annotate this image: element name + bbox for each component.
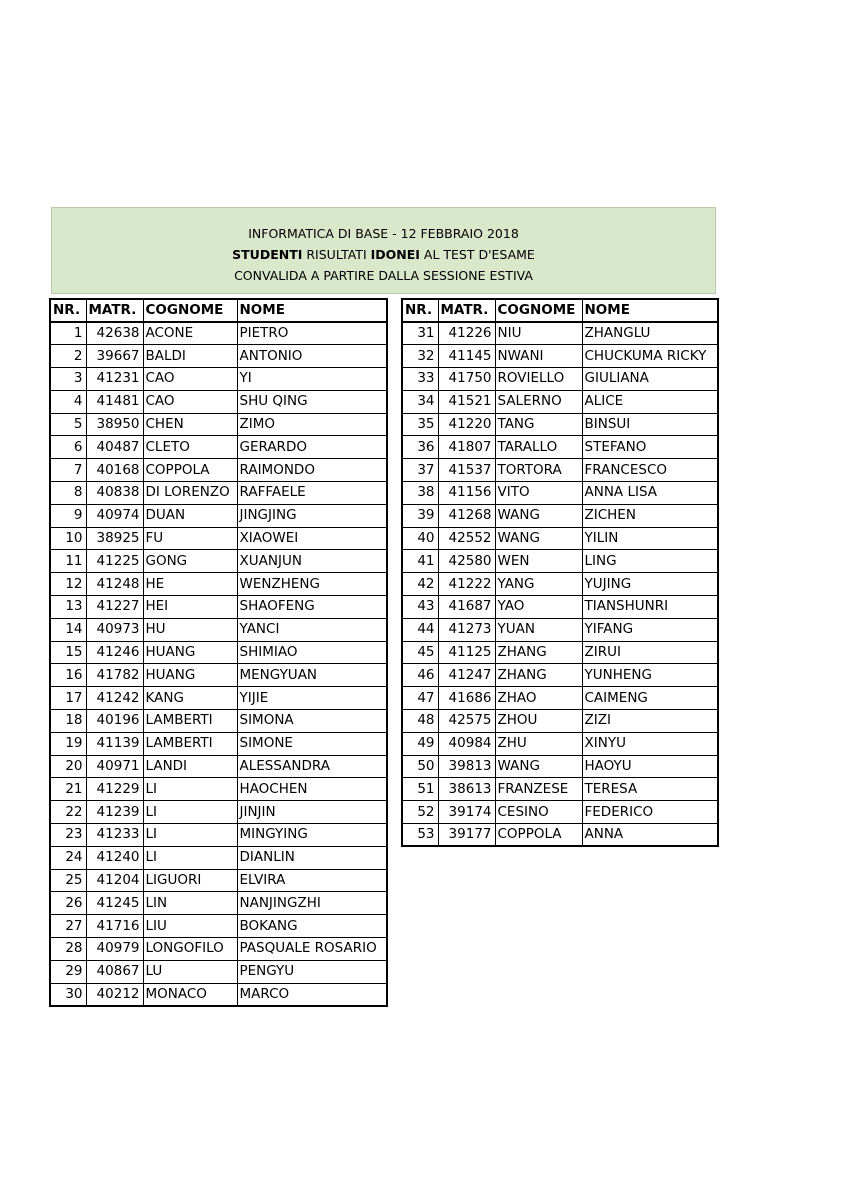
cell-cognome: NIU: [495, 322, 582, 345]
cell-nome: RAFFAELE: [237, 482, 387, 505]
cell-cognome: DI LORENZO: [143, 482, 237, 505]
header-matr: MATR.: [86, 299, 143, 322]
cell-matr: 41222: [438, 573, 495, 596]
cell-nome: YI: [237, 368, 387, 391]
cell-nome: ANTONIO: [237, 345, 387, 368]
cell-nr: 43: [402, 596, 438, 619]
cell-matr: 41231: [86, 368, 143, 391]
cell-matr: 41204: [86, 869, 143, 892]
table-row: [50, 801, 387, 824]
cell-nr: 37: [402, 459, 438, 482]
cell-nome: YIFANG: [582, 618, 718, 641]
cell-nr: 30: [50, 983, 86, 1006]
cell-matr: 41229: [86, 778, 143, 801]
table-row: [402, 459, 718, 482]
cell-nr: 51: [402, 778, 438, 801]
table-row: [50, 960, 387, 983]
cell-cognome: LIGUORI: [143, 869, 237, 892]
table-row: [402, 618, 718, 641]
cell-cognome: WANG: [495, 504, 582, 527]
cell-nome: PASQUALE ROSARIO: [237, 938, 387, 961]
table-row: [402, 778, 718, 801]
cell-matr: 38613: [438, 778, 495, 801]
cell-nr: 32: [402, 345, 438, 368]
table-row: [50, 641, 387, 664]
title-line-results: [52, 244, 715, 265]
title-bold-eligible: IDONEI: [370, 247, 420, 262]
cell-nome: SIMONA: [237, 710, 387, 733]
cell-matr: 42638: [86, 322, 143, 345]
cell-nome: CHUCKUMA RICKY: [582, 345, 718, 368]
cell-cognome: TORTORA: [495, 459, 582, 482]
results-table-right: [401, 298, 719, 847]
cell-cognome: ZHANG: [495, 664, 582, 687]
cell-nr: 41: [402, 550, 438, 573]
cell-cognome: KANG: [143, 687, 237, 710]
cell-nr: 4: [50, 390, 86, 413]
cell-matr: 41239: [86, 801, 143, 824]
cell-cognome: MONACO: [143, 983, 237, 1006]
cell-nr: 19: [50, 732, 86, 755]
cell-matr: 41807: [438, 436, 495, 459]
cell-cognome: LAMBERTI: [143, 710, 237, 733]
cell-matr: 40196: [86, 710, 143, 733]
cell-nr: 5: [50, 413, 86, 436]
table-header-row: [402, 299, 718, 322]
cell-nr: 3: [50, 368, 86, 391]
cell-matr: 41247: [438, 664, 495, 687]
cell-matr: 41248: [86, 573, 143, 596]
cell-cognome: COPPOLA: [495, 824, 582, 847]
cell-nr: 22: [50, 801, 86, 824]
cell-matr: 40984: [438, 732, 495, 755]
cell-nr: 50: [402, 755, 438, 778]
cell-nome: CAIMENG: [582, 687, 718, 710]
cell-nr: 25: [50, 869, 86, 892]
cell-nr: 49: [402, 732, 438, 755]
cell-nome: SHIMIAO: [237, 641, 387, 664]
header-nome: NOME: [237, 299, 387, 322]
cell-cognome: WANG: [495, 755, 582, 778]
cell-nome: YUJING: [582, 573, 718, 596]
cell-nr: 18: [50, 710, 86, 733]
cell-nome: PIETRO: [237, 322, 387, 345]
cell-nr: 17: [50, 687, 86, 710]
cell-cognome: CHEN: [143, 413, 237, 436]
cell-nome: FRANCESCO: [582, 459, 718, 482]
header-matr: MATR.: [438, 299, 495, 322]
table-row: [402, 755, 718, 778]
cell-cognome: LI: [143, 778, 237, 801]
cell-nome: JINJIN: [237, 801, 387, 824]
cell-cognome: CAO: [143, 390, 237, 413]
cell-cognome: TANG: [495, 413, 582, 436]
cell-cognome: WEN: [495, 550, 582, 573]
cell-cognome: LI: [143, 801, 237, 824]
cell-cognome: CAO: [143, 368, 237, 391]
title-bold-students: STUDENTI: [232, 247, 303, 262]
cell-cognome: LIU: [143, 915, 237, 938]
cell-nome: ZIMO: [237, 413, 387, 436]
table-row: [402, 596, 718, 619]
cell-nome: MINGYING: [237, 824, 387, 847]
cell-matr: 41245: [86, 892, 143, 915]
cell-nr: 44: [402, 618, 438, 641]
cell-nr: 23: [50, 824, 86, 847]
cell-matr: 41273: [438, 618, 495, 641]
title-text-exam: AL TEST D'ESAME: [419, 247, 535, 262]
cell-matr: 39177: [438, 824, 495, 847]
cell-nome: ALESSANDRA: [237, 755, 387, 778]
table-row: [50, 846, 387, 869]
cell-cognome: HEI: [143, 596, 237, 619]
cell-nome: ANNA LISA: [582, 482, 718, 505]
table-row: [50, 869, 387, 892]
cell-nr: 13: [50, 596, 86, 619]
title-text-results: RISULTATI: [302, 247, 371, 262]
cell-matr: 40973: [86, 618, 143, 641]
cell-matr: 41481: [86, 390, 143, 413]
cell-matr: 40212: [86, 983, 143, 1006]
cell-cognome: HUANG: [143, 641, 237, 664]
cell-nome: ELVIRA: [237, 869, 387, 892]
cell-cognome: FRANZESE: [495, 778, 582, 801]
cell-nome: SHAOFENG: [237, 596, 387, 619]
cell-nr: 36: [402, 436, 438, 459]
table-row: [50, 436, 387, 459]
cell-nome: GIULIANA: [582, 368, 718, 391]
cell-matr: 41716: [86, 915, 143, 938]
cell-nr: 6: [50, 436, 86, 459]
cell-matr: 41537: [438, 459, 495, 482]
cell-nr: 1: [50, 322, 86, 345]
cell-matr: 40971: [86, 755, 143, 778]
table-row: [50, 527, 387, 550]
cell-nr: 40: [402, 527, 438, 550]
cell-cognome: NWANI: [495, 345, 582, 368]
cell-nr: 34: [402, 390, 438, 413]
cell-nr: 7: [50, 459, 86, 482]
table-row: [402, 482, 718, 505]
cell-nr: 33: [402, 368, 438, 391]
cell-nome: PENGYU: [237, 960, 387, 983]
results-table-left: [49, 298, 388, 1007]
table-row: [402, 801, 718, 824]
cell-nome: DIANLIN: [237, 846, 387, 869]
cell-cognome: ZHOU: [495, 710, 582, 733]
cell-nome: BINSUI: [582, 413, 718, 436]
table-header-row: [50, 299, 387, 322]
cell-nome: LING: [582, 550, 718, 573]
cell-matr: 41125: [438, 641, 495, 664]
cell-nome: YUNHENG: [582, 664, 718, 687]
cell-cognome: DUAN: [143, 504, 237, 527]
table-row: [50, 322, 387, 345]
cell-nome: ZIRUI: [582, 641, 718, 664]
cell-cognome: VITO: [495, 482, 582, 505]
cell-cognome: LI: [143, 824, 237, 847]
cell-nr: 9: [50, 504, 86, 527]
cell-nome: ZHANGLU: [582, 322, 718, 345]
cell-matr: 40979: [86, 938, 143, 961]
cell-matr: 38950: [86, 413, 143, 436]
cell-matr: 42580: [438, 550, 495, 573]
table-body-left: [50, 322, 387, 1006]
cell-matr: 39174: [438, 801, 495, 824]
cell-matr: 42575: [438, 710, 495, 733]
cell-nr: 35: [402, 413, 438, 436]
title-banner: [51, 207, 716, 294]
cell-nr: 8: [50, 482, 86, 505]
cell-nome: MARCO: [237, 983, 387, 1006]
cell-nome: GERARDO: [237, 436, 387, 459]
cell-nome: ANNA: [582, 824, 718, 847]
cell-cognome: YAO: [495, 596, 582, 619]
cell-matr: 41686: [438, 687, 495, 710]
title-line-course: INFORMATICA DI BASE - 12 FEBBRAIO 2018: [248, 226, 519, 241]
cell-nome: FEDERICO: [582, 801, 718, 824]
cell-matr: 41242: [86, 687, 143, 710]
cell-nome: BOKANG: [237, 915, 387, 938]
cell-nr: 21: [50, 778, 86, 801]
table-row: [50, 983, 387, 1006]
cell-cognome: ROVIELLO: [495, 368, 582, 391]
cell-nr: 53: [402, 824, 438, 847]
cell-nome: TIANSHUNRI: [582, 596, 718, 619]
cell-matr: 40487: [86, 436, 143, 459]
cell-matr: 40974: [86, 504, 143, 527]
cell-cognome: WANG: [495, 527, 582, 550]
cell-nome: MENGYUAN: [237, 664, 387, 687]
cell-cognome: HU: [143, 618, 237, 641]
table-row: [402, 664, 718, 687]
cell-matr: 41246: [86, 641, 143, 664]
cell-nr: 48: [402, 710, 438, 733]
cell-nr: 20: [50, 755, 86, 778]
cell-cognome: LONGOFILO: [143, 938, 237, 961]
cell-nr: 29: [50, 960, 86, 983]
table-row: [50, 573, 387, 596]
table-row: [402, 413, 718, 436]
cell-nr: 24: [50, 846, 86, 869]
cell-matr: 40168: [86, 459, 143, 482]
cell-nr: 45: [402, 641, 438, 664]
cell-matr: 41139: [86, 732, 143, 755]
cell-cognome: LI: [143, 846, 237, 869]
cell-matr: 41687: [438, 596, 495, 619]
cell-cognome: ZHANG: [495, 641, 582, 664]
cell-nome: WENZHENG: [237, 573, 387, 596]
cell-nome: NANJINGZHI: [237, 892, 387, 915]
cell-nr: 14: [50, 618, 86, 641]
cell-cognome: LAMBERTI: [143, 732, 237, 755]
table-row: [50, 778, 387, 801]
cell-cognome: HE: [143, 573, 237, 596]
cell-cognome: GONG: [143, 550, 237, 573]
cell-nr: 46: [402, 664, 438, 687]
cell-cognome: LANDI: [143, 755, 237, 778]
cell-matr: 41268: [438, 504, 495, 527]
table-row: [402, 322, 718, 345]
table-row: [50, 413, 387, 436]
table-row: [402, 345, 718, 368]
table-row: [50, 618, 387, 641]
table-row: [50, 550, 387, 573]
cell-matr: 41145: [438, 345, 495, 368]
table-row: [50, 687, 387, 710]
cell-nome: YIJIE: [237, 687, 387, 710]
table-row: [50, 824, 387, 847]
cell-cognome: YUAN: [495, 618, 582, 641]
table-row: [402, 390, 718, 413]
cell-nome: ALICE: [582, 390, 718, 413]
table-row: [50, 755, 387, 778]
table-row: [50, 504, 387, 527]
cell-matr: 39667: [86, 345, 143, 368]
cell-matr: 41156: [438, 482, 495, 505]
table-row: [50, 345, 387, 368]
cell-cognome: ZHAO: [495, 687, 582, 710]
cell-nr: 2: [50, 345, 86, 368]
cell-matr: 41225: [86, 550, 143, 573]
cell-cognome: ZHU: [495, 732, 582, 755]
cell-cognome: BALDI: [143, 345, 237, 368]
cell-nome: XIAOWEI: [237, 527, 387, 550]
header-nr: NR.: [50, 299, 86, 322]
header-nr: NR.: [402, 299, 438, 322]
table-row: [402, 573, 718, 596]
cell-matr: 41227: [86, 596, 143, 619]
cell-nome: JINGJING: [237, 504, 387, 527]
table-row: [402, 710, 718, 733]
cell-nr: 42: [402, 573, 438, 596]
cell-nome: SIMONE: [237, 732, 387, 755]
cell-cognome: CESINO: [495, 801, 582, 824]
cell-nome: ZICHEN: [582, 504, 718, 527]
table-row: [50, 892, 387, 915]
table-body-right: [402, 322, 718, 846]
cell-nome: HAOYU: [582, 755, 718, 778]
cell-nr: 16: [50, 664, 86, 687]
cell-matr: 39813: [438, 755, 495, 778]
cell-nome: STEFANO: [582, 436, 718, 459]
header-cognome: COGNOME: [495, 299, 582, 322]
table-row: [50, 482, 387, 505]
cell-matr: 38925: [86, 527, 143, 550]
cell-nome: XUANJUN: [237, 550, 387, 573]
table-row: [402, 368, 718, 391]
cell-matr: 41240: [86, 846, 143, 869]
table-row: [402, 550, 718, 573]
cell-cognome: TARALLO: [495, 436, 582, 459]
table-row: [50, 368, 387, 391]
cell-matr: 41220: [438, 413, 495, 436]
cell-matr: 41782: [86, 664, 143, 687]
cell-cognome: LIN: [143, 892, 237, 915]
cell-matr: 41750: [438, 368, 495, 391]
cell-cognome: SALERNO: [495, 390, 582, 413]
cell-matr: 41521: [438, 390, 495, 413]
cell-nome: SHU QING: [237, 390, 387, 413]
cell-matr: 41233: [86, 824, 143, 847]
cell-nr: 28: [50, 938, 86, 961]
cell-nr: 38: [402, 482, 438, 505]
cell-nr: 15: [50, 641, 86, 664]
header-cognome: COGNOME: [143, 299, 237, 322]
table-row: [50, 915, 387, 938]
cell-cognome: CLETO: [143, 436, 237, 459]
cell-nome: RAIMONDO: [237, 459, 387, 482]
title-line-validation: CONVALIDA A PARTIRE DALLA SESSIONE ESTIVA: [234, 268, 533, 283]
cell-nome: YILIN: [582, 527, 718, 550]
cell-nome: XINYU: [582, 732, 718, 755]
cell-cognome: ACONE: [143, 322, 237, 345]
cell-nr: 26: [50, 892, 86, 915]
cell-nome: TERESA: [582, 778, 718, 801]
table-row: [50, 938, 387, 961]
cell-cognome: LU: [143, 960, 237, 983]
table-row: [50, 732, 387, 755]
table-row: [402, 436, 718, 459]
table-row: [50, 710, 387, 733]
cell-nr: 12: [50, 573, 86, 596]
table-row: [50, 390, 387, 413]
cell-cognome: FU: [143, 527, 237, 550]
table-row: [402, 732, 718, 755]
table-row: [50, 459, 387, 482]
cell-matr: 41226: [438, 322, 495, 345]
cell-nr: 52: [402, 801, 438, 824]
cell-cognome: YANG: [495, 573, 582, 596]
table-row: [402, 527, 718, 550]
cell-cognome: COPPOLA: [143, 459, 237, 482]
table-row: [402, 687, 718, 710]
cell-nr: 11: [50, 550, 86, 573]
cell-matr: 40867: [86, 960, 143, 983]
cell-nr: 47: [402, 687, 438, 710]
cell-nome: ZIZI: [582, 710, 718, 733]
cell-nr: 39: [402, 504, 438, 527]
cell-nr: 10: [50, 527, 86, 550]
header-nome: NOME: [582, 299, 718, 322]
cell-matr: 42552: [438, 527, 495, 550]
table-row: [402, 824, 718, 847]
cell-nr: 31: [402, 322, 438, 345]
table-row: [50, 596, 387, 619]
table-row: [402, 641, 718, 664]
cell-nr: 27: [50, 915, 86, 938]
table-row: [50, 664, 387, 687]
cell-cognome: HUANG: [143, 664, 237, 687]
table-row: [402, 504, 718, 527]
cell-matr: 40838: [86, 482, 143, 505]
cell-nome: HAOCHEN: [237, 778, 387, 801]
cell-nome: YANCI: [237, 618, 387, 641]
